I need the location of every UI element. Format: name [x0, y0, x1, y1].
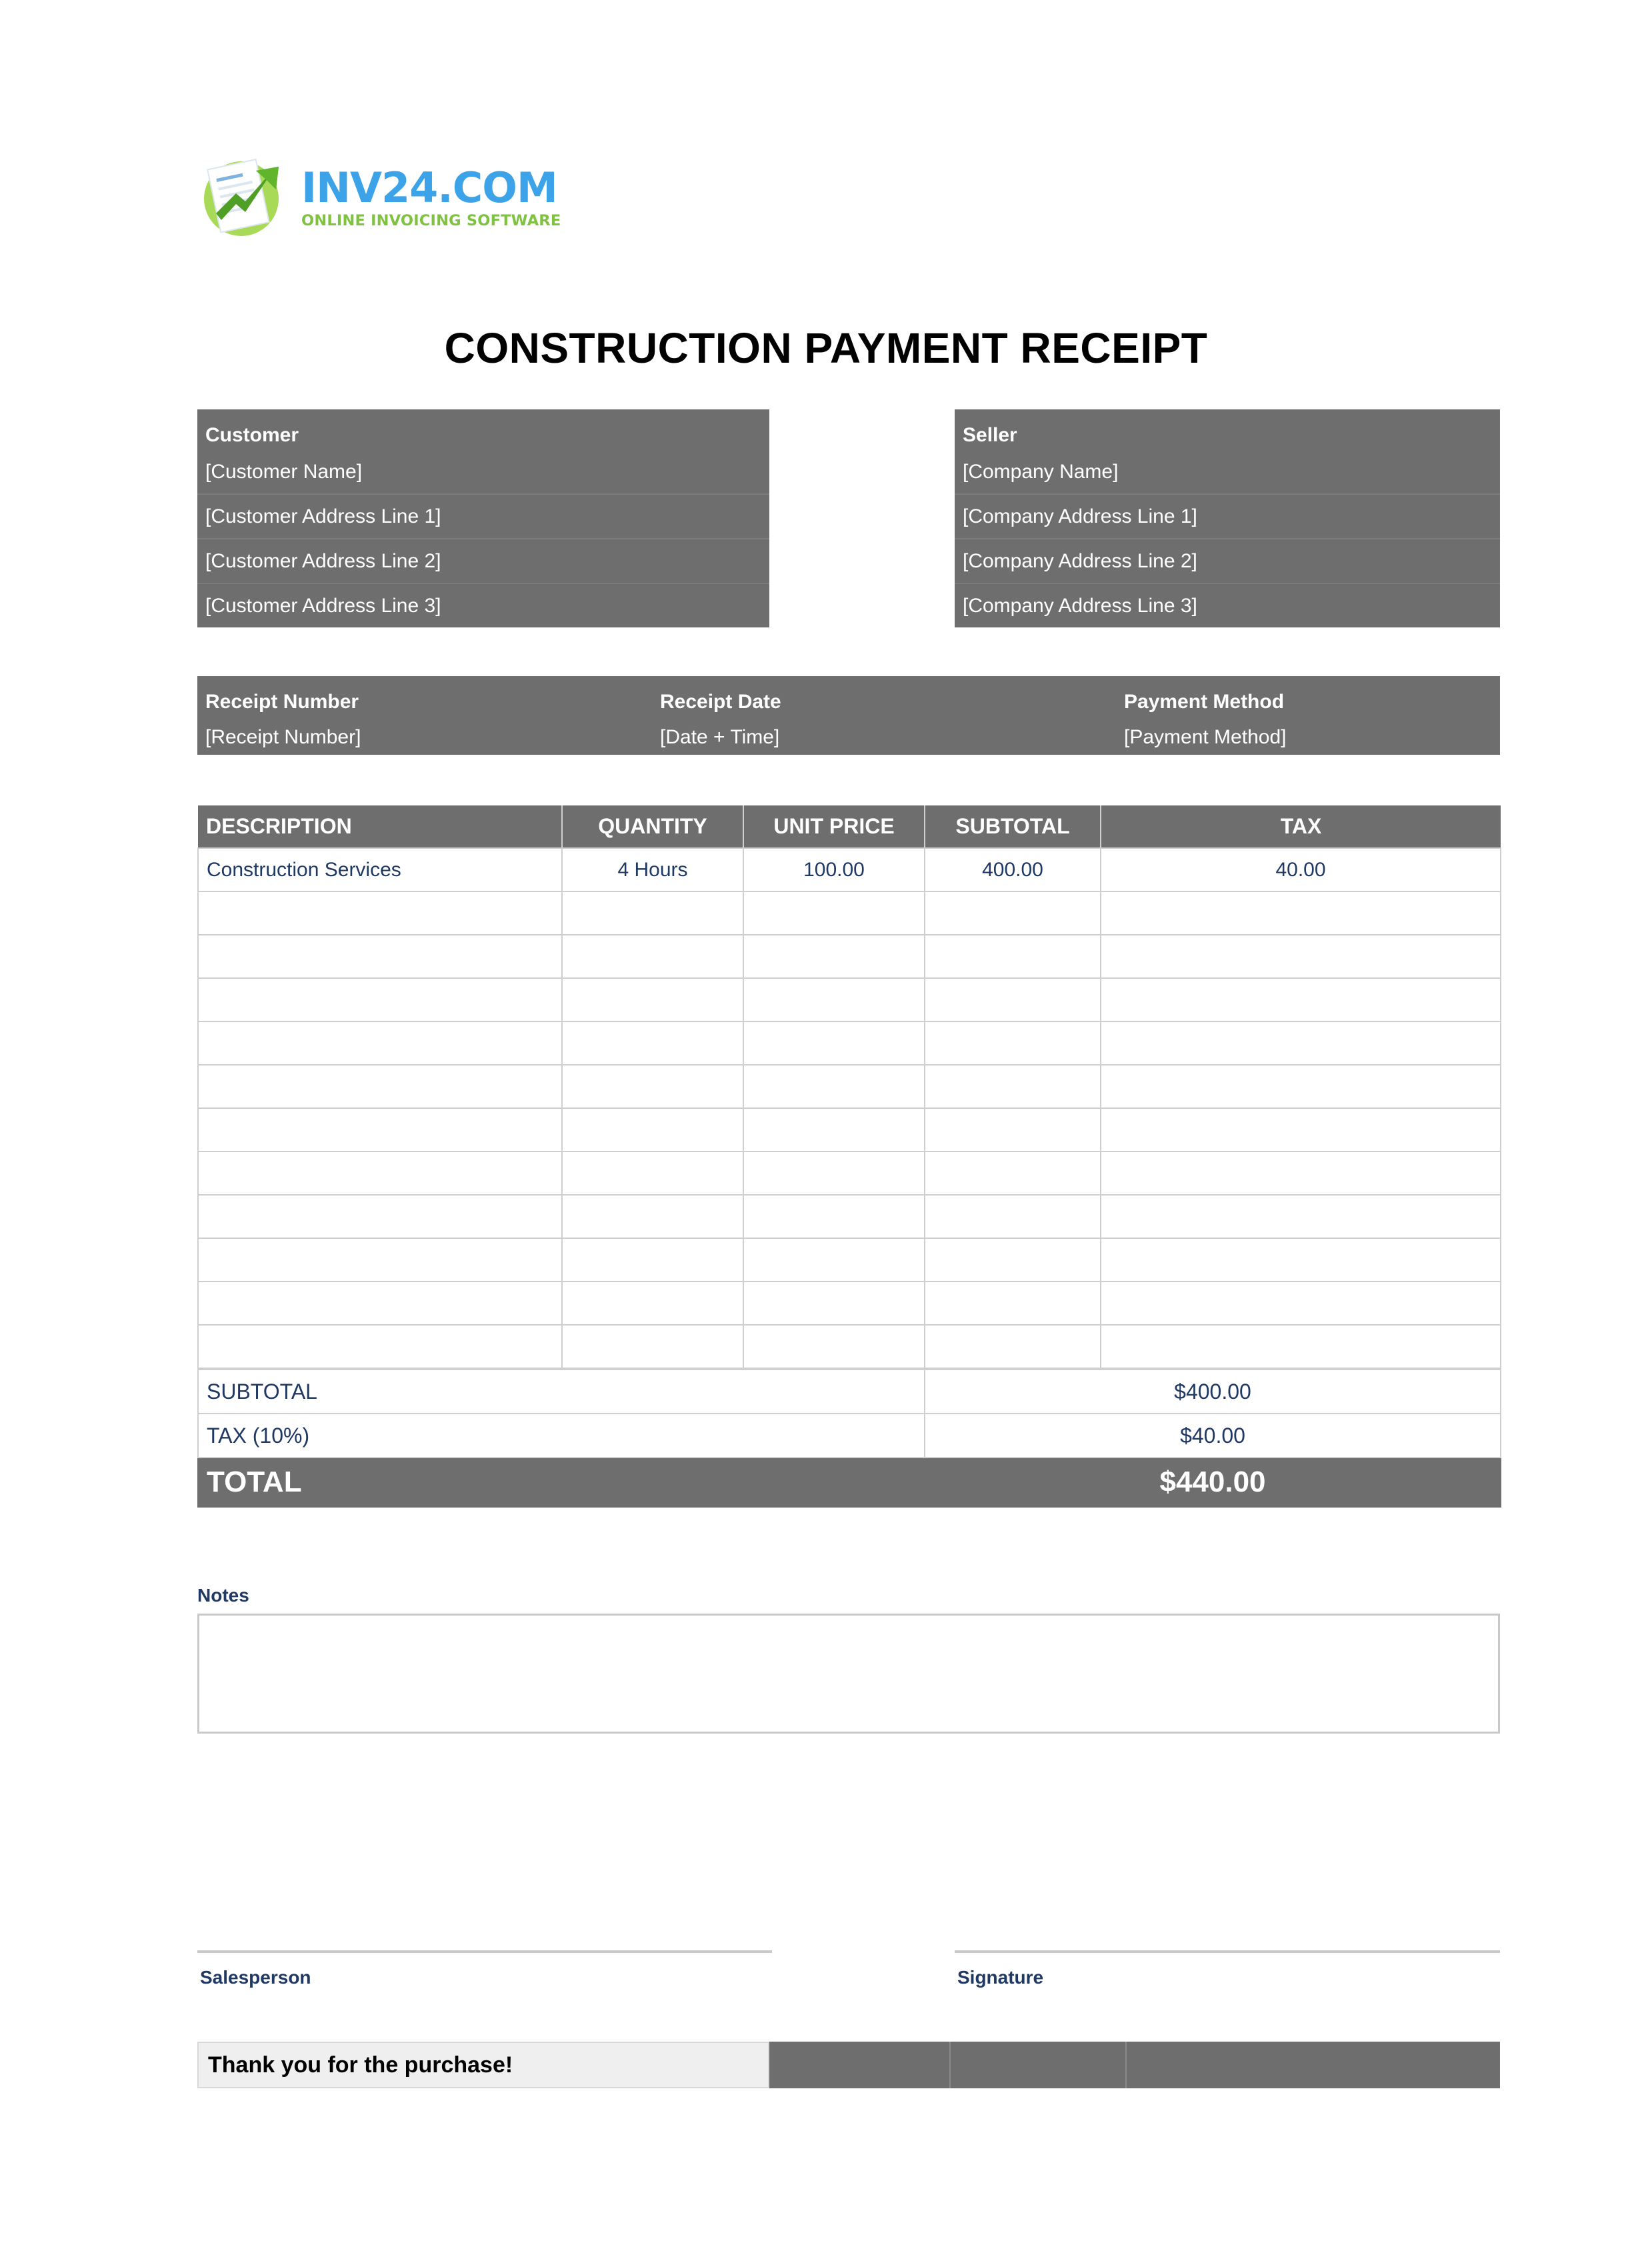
- cell-empty-description[interactable]: [198, 1021, 562, 1065]
- table-row-empty[interactable]: [198, 1152, 1501, 1195]
- cell-empty-description[interactable]: [198, 1152, 562, 1195]
- table-row-empty[interactable]: [198, 1195, 1501, 1238]
- notes-label: Notes: [197, 1585, 249, 1606]
- invoice-arrow-icon: [197, 148, 291, 241]
- customer-address-line-2: [Customer Address Line 2]: [197, 538, 769, 583]
- signature-label: Signature: [957, 1967, 1044, 1988]
- receipt-meta-bar: [197, 676, 1500, 755]
- cell-empty-unit-price[interactable]: [743, 891, 925, 935]
- cell-empty-quantity[interactable]: [562, 1108, 743, 1152]
- subtotal-row: [198, 1370, 1501, 1414]
- cell-empty-description[interactable]: [198, 1325, 562, 1368]
- payment-method-value: [Payment Method]: [1124, 726, 1287, 748]
- subtotal-value: $400.00: [925, 1370, 1501, 1414]
- cell-empty-subtotal[interactable]: [925, 935, 1101, 978]
- table-header-row: [198, 805, 1501, 848]
- seller-company-name: [Company Name]: [963, 461, 1119, 483]
- cell-empty-subtotal[interactable]: [925, 1238, 1101, 1282]
- tax-row: [198, 1414, 1501, 1458]
- table-row: [198, 848, 1501, 891]
- cell-empty-unit-price[interactable]: [743, 1108, 925, 1152]
- cell-empty-quantity[interactable]: [562, 1282, 743, 1325]
- receipt-date-field: [660, 676, 781, 755]
- table-row-empty[interactable]: [198, 978, 1501, 1021]
- seller-address-line-1: [Company Address Line 1]: [955, 493, 1500, 538]
- total-row: [198, 1458, 1501, 1507]
- notes-input[interactable]: [197, 1614, 1500, 1734]
- customer-address-line-3: [Customer Address Line 3]: [197, 583, 769, 627]
- cell-tax: 40.00: [1101, 848, 1501, 891]
- cell-empty-tax[interactable]: [1101, 978, 1501, 1021]
- header-unit-price: UNIT PRICE: [743, 805, 925, 848]
- cell-empty-tax[interactable]: [1101, 1325, 1501, 1368]
- cell-empty-unit-price[interactable]: [743, 1325, 925, 1368]
- footer-bar: [197, 2042, 1500, 2088]
- table-row-empty[interactable]: [198, 935, 1501, 978]
- payment-method-field: [1124, 676, 1286, 755]
- page-title: CONSTRUCTION PAYMENT RECEIPT: [444, 324, 1208, 372]
- cell-empty-unit-price[interactable]: [743, 1065, 925, 1108]
- cell-empty-unit-price[interactable]: [743, 1238, 925, 1282]
- brand-tagline: ONLINE INVOICING SOFTWARE: [301, 212, 561, 230]
- cell-empty-quantity[interactable]: [562, 1065, 743, 1108]
- subtotal-label: SUBTOTAL: [198, 1370, 925, 1414]
- cell-empty-description[interactable]: [198, 1065, 562, 1108]
- customer-signature-line: [955, 1950, 1500, 1953]
- line-items-body: [198, 848, 1501, 1368]
- customer-address-line-1: [Customer Address Line 1]: [197, 493, 769, 538]
- cell-empty-subtotal[interactable]: [925, 1065, 1101, 1108]
- seller-address-line-3: [Company Address Line 3]: [955, 583, 1500, 627]
- salesperson-label: Salesperson: [200, 1967, 311, 1988]
- totals-table: [197, 1369, 1501, 1508]
- cell-empty-quantity[interactable]: [562, 978, 743, 1021]
- cell-empty-unit-price[interactable]: [743, 1152, 925, 1195]
- cell-empty-description[interactable]: [198, 1108, 562, 1152]
- cell-empty-tax[interactable]: [1101, 1021, 1501, 1065]
- tax-label: TAX (10%): [198, 1414, 925, 1458]
- cell-empty-tax[interactable]: [1101, 891, 1501, 935]
- cell-description: Construction Services: [198, 848, 562, 891]
- cell-empty-tax[interactable]: [1101, 1282, 1501, 1325]
- salesperson-signature-line: [197, 1950, 772, 1953]
- header-description: DESCRIPTION: [198, 805, 562, 848]
- cell-empty-tax[interactable]: [1101, 1152, 1501, 1195]
- cell-empty-description[interactable]: [198, 891, 562, 935]
- cell-empty-quantity[interactable]: [562, 1021, 743, 1065]
- line-items-table: [197, 805, 1501, 1369]
- footer-filler-cell-1: [769, 2042, 951, 2088]
- cell-empty-subtotal[interactable]: [925, 1108, 1101, 1152]
- cell-empty-description[interactable]: [198, 978, 562, 1021]
- cell-empty-description[interactable]: [198, 935, 562, 978]
- cell-empty-subtotal[interactable]: [925, 1325, 1101, 1368]
- table-row-empty[interactable]: [198, 1282, 1501, 1325]
- cell-empty-subtotal[interactable]: [925, 1021, 1101, 1065]
- seller-address-line-2: [Company Address Line 2]: [955, 538, 1500, 583]
- cell-empty-quantity[interactable]: [562, 1325, 743, 1368]
- footer-filler-cell-2: [951, 2042, 1127, 2088]
- cell-empty-subtotal[interactable]: [925, 891, 1101, 935]
- cell-empty-tax[interactable]: [1101, 1238, 1501, 1282]
- customer-panel: [197, 409, 769, 627]
- table-row-empty[interactable]: [198, 1021, 1501, 1065]
- brand-name: INV24.COM: [301, 163, 557, 213]
- footer-filler-cell-3: [1127, 2042, 1500, 2088]
- receipt-number-field: [205, 676, 361, 755]
- table-row-empty[interactable]: [198, 1108, 1501, 1152]
- cell-unit-price: 100.00: [743, 848, 925, 891]
- receipt-date-label: Receipt Date: [660, 691, 781, 713]
- brand-logo: [197, 148, 561, 241]
- thank-you-message: Thank you for the purchase!: [197, 2042, 769, 2088]
- header-quantity: QUANTITY: [562, 805, 743, 848]
- cell-empty-subtotal[interactable]: [925, 1195, 1101, 1238]
- cell-empty-quantity[interactable]: [562, 1195, 743, 1238]
- customer-heading: Customer: [205, 424, 299, 446]
- cell-empty-quantity[interactable]: [562, 891, 743, 935]
- cell-empty-unit-price[interactable]: [743, 935, 925, 978]
- header-tax: TAX: [1101, 805, 1501, 848]
- cell-empty-description[interactable]: [198, 1195, 562, 1238]
- table-row-empty[interactable]: [198, 1325, 1501, 1368]
- table-row-empty[interactable]: [198, 1238, 1501, 1282]
- cell-empty-quantity[interactable]: [562, 1152, 743, 1195]
- payment-method-label: Payment Method: [1124, 691, 1285, 713]
- cell-empty-description[interactable]: [198, 1282, 562, 1325]
- table-row-empty[interactable]: [198, 1065, 1501, 1108]
- total-label: TOTAL: [198, 1458, 925, 1507]
- brand-wordmark: [301, 161, 561, 229]
- cell-empty-tax[interactable]: [1101, 1195, 1501, 1238]
- cell-empty-tax[interactable]: [1101, 935, 1501, 978]
- cell-empty-tax[interactable]: [1101, 1065, 1501, 1108]
- cell-quantity: 4 Hours: [562, 848, 743, 891]
- cell-empty-subtotal[interactable]: [925, 1282, 1101, 1325]
- receipt-date-value: [Date + Time]: [660, 726, 780, 748]
- cell-empty-quantity[interactable]: [562, 1238, 743, 1282]
- cell-empty-subtotal[interactable]: [925, 978, 1101, 1021]
- cell-empty-unit-price[interactable]: [743, 1282, 925, 1325]
- cell-empty-unit-price[interactable]: [743, 1195, 925, 1238]
- receipt-number-value: [Receipt Number]: [205, 726, 361, 748]
- cell-empty-unit-price[interactable]: [743, 978, 925, 1021]
- total-value: $440.00: [925, 1458, 1501, 1507]
- header-subtotal: SUBTOTAL: [925, 805, 1101, 848]
- cell-empty-unit-price[interactable]: [743, 1021, 925, 1065]
- table-row-empty[interactable]: [198, 891, 1501, 935]
- cell-empty-tax[interactable]: [1101, 1108, 1501, 1152]
- cell-subtotal: 400.00: [925, 848, 1101, 891]
- cell-empty-quantity[interactable]: [562, 935, 743, 978]
- seller-panel: [955, 409, 1500, 627]
- seller-heading: Seller: [963, 424, 1017, 446]
- tax-value: $40.00: [925, 1414, 1501, 1458]
- cell-empty-subtotal[interactable]: [925, 1152, 1101, 1195]
- cell-empty-description[interactable]: [198, 1238, 562, 1282]
- customer-name: [Customer Name]: [205, 461, 363, 483]
- receipt-number-label: Receipt Number: [205, 691, 359, 713]
